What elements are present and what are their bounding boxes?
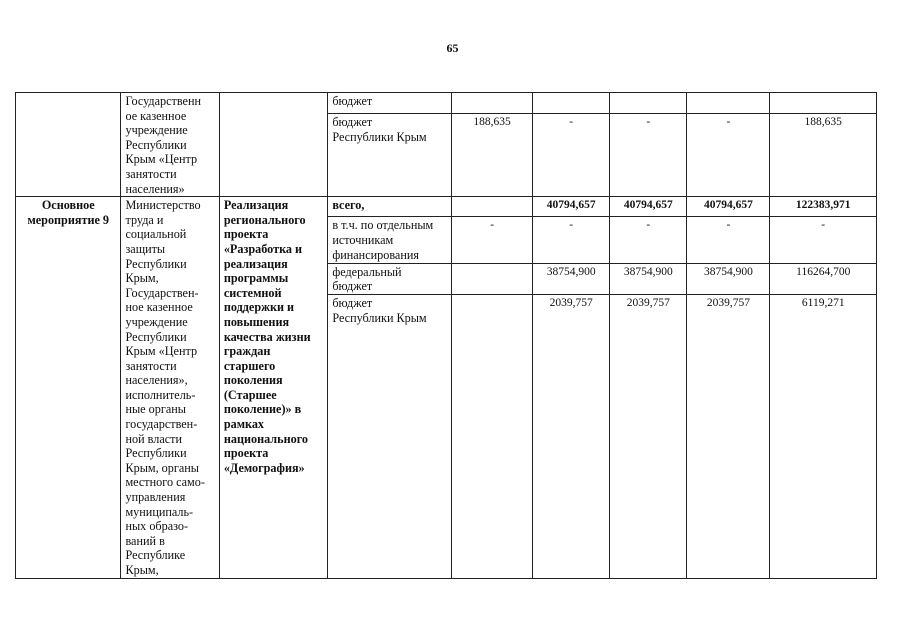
value-cell: - [687,217,770,263]
cell-line: защиты [125,241,166,256]
cell-line: Крым, [125,271,159,286]
cell-line: регионального [223,212,306,227]
cell-line: учреждение [125,123,188,138]
cell-line: Государственн [125,94,201,108]
cell-line: реализация [223,256,288,271]
cell-line: ное казенное [125,300,193,315]
value-cell: 38754,900 [687,263,770,295]
value-cell [452,93,533,114]
value-cell [770,93,877,114]
cell-line: Основное [41,198,95,213]
cell-line: муниципаль- [125,504,194,519]
cell-line: поколения [223,373,283,388]
cell-line: Республики [125,329,187,344]
cell-line: повышения [223,314,290,329]
event-cell [16,197,121,578]
table-row [16,93,877,114]
source-label [328,263,452,295]
cell-line: Крым, органы [125,460,199,475]
value-cell: 116264,700 [770,263,877,295]
cell-line: всего, [332,198,365,213]
cell-line: мероприятие 9 [27,212,110,227]
cell-line: Республики [125,446,187,461]
table-row [16,197,877,217]
cell-line: Крым, [125,563,159,577]
value-cell [610,93,687,114]
cell-line: ных образо- [125,519,189,534]
cell-line: Реализация [223,198,289,213]
cell-line: проекта [223,446,269,461]
cell-line: Министерство [125,198,201,213]
cell-line: населения» [125,181,185,196]
value-cell: 40794,657 [610,197,687,217]
value-cell: 2039,757 [610,295,687,578]
cell-line: ной власти [125,431,182,446]
value-cell: 188,635 [452,114,533,197]
cell-line: «Разработка и [223,241,303,256]
source-label [328,217,452,263]
value-cell: 2039,757 [687,295,770,578]
value-cell [452,295,533,578]
cell-line: управления [125,490,186,505]
cell-line: федеральный [332,264,402,279]
cell-line: занятости [125,166,177,181]
value-cell: - [610,217,687,263]
cell-line: финансирования [332,247,419,262]
cell-line: учреждение [125,314,188,329]
cell-line: бюджет [332,296,373,311]
cell-line: граждан [223,344,271,359]
cell-line: Республики [125,137,187,152]
project-cell [219,197,328,578]
source-label [328,197,452,217]
cell-line: ные органы [125,402,186,417]
cell-line: Крым «Центр [125,344,198,359]
cell-line: (Старшее [223,387,277,402]
value-cell: 122383,971 [770,197,877,217]
cell-line: национального [223,431,309,446]
cell-line: Республики Крым [332,310,427,325]
cell-line: источникам [332,232,394,247]
budget-table [15,92,877,579]
cell-line: Республике [125,548,186,563]
cell-line: Республики [125,256,187,271]
value-cell: - [610,114,687,197]
project-cell [219,93,328,197]
source-label [328,295,452,578]
cell-line: рамках [223,417,265,432]
value-cell: - [533,217,610,263]
cell-line: ое казенное [125,108,187,123]
cell-line: Государствен- [125,285,199,300]
value-cell: - [452,217,533,263]
cell-line: труда и [125,212,164,227]
cell-line: местного само- [125,475,205,490]
cell-line: системной [223,285,282,300]
value-cell: 38754,900 [533,263,610,295]
executors-cell [121,93,219,197]
value-cell: - [687,114,770,197]
cell-line: исполнитель- [125,387,196,402]
cell-line: «Демография» [223,460,305,475]
cell-line: социальной [125,227,187,242]
value-cell [687,93,770,114]
cell-line: занятости [125,358,177,373]
cell-line: Крым «Центр [125,152,198,167]
cell-line: в т.ч. по отдельным [332,218,434,233]
cell-line: поколение)» в [223,402,302,417]
value-cell [533,93,610,114]
event-cell [16,93,121,197]
cell-line: государствен- [125,417,198,432]
value-cell [452,263,533,295]
source-label [328,93,452,114]
page-number: 65 [446,41,459,55]
source-label [328,114,452,197]
value-cell: 6119,271 [770,295,877,578]
value-cell: 38754,900 [610,263,687,295]
cell-line: бюджет [332,279,373,294]
value-cell: - [770,217,877,263]
cell-line: бюджет [332,115,373,130]
cell-line: населения», [125,373,188,388]
value-cell: 2039,757 [533,295,610,578]
value-cell: 188,635 [770,114,877,197]
value-cell [452,197,533,217]
value-cell: 40794,657 [533,197,610,217]
cell-line: проекта [223,227,269,242]
cell-line: качества жизни [223,329,311,344]
cell-line: ваний в [125,533,165,548]
cell-line: поддержки и [223,300,295,315]
cell-line: Республики Крым [332,129,427,144]
cell-line: старшего [223,358,276,373]
cell-line: программы [223,271,289,286]
executors-cell [121,197,219,578]
value-cell: - [533,114,610,197]
cell-line: бюджет [332,94,373,108]
value-cell: 40794,657 [687,197,770,217]
